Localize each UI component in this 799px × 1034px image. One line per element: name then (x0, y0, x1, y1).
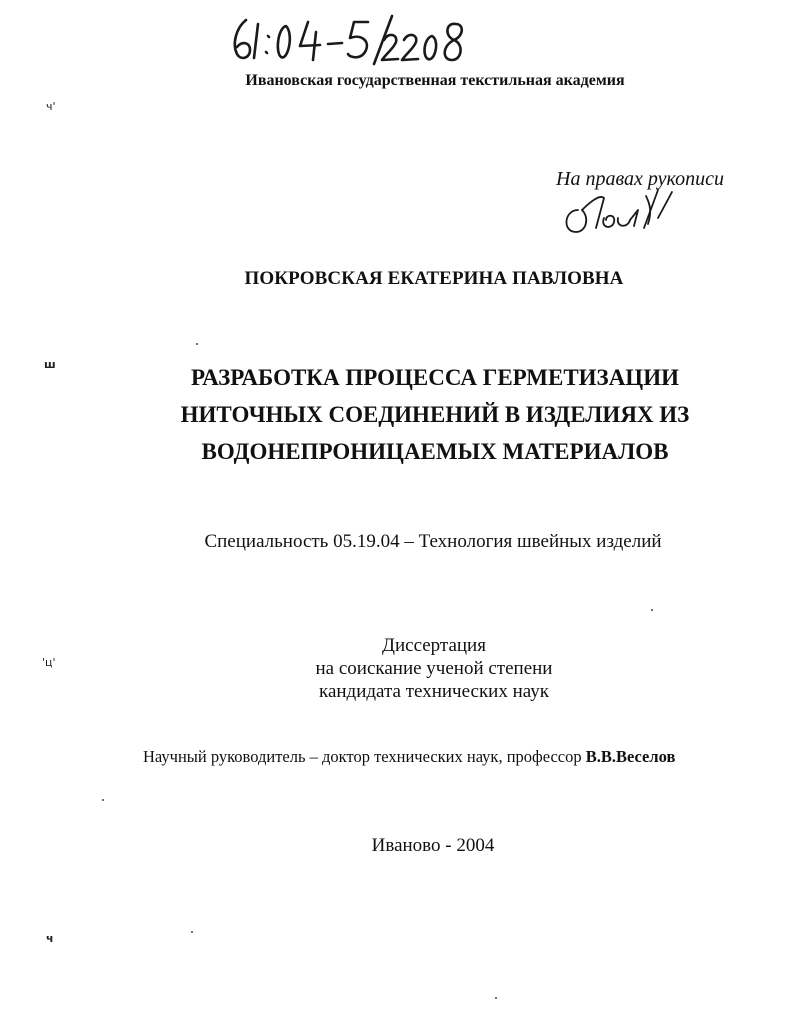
dissertation-block (0, 634, 799, 703)
author-name: ПОКРОВСКАЯ ЕКАТЕРИНА ПАВЛОВНА (244, 268, 624, 289)
institution-name: Ивановская государственная текстильная академия (245, 72, 625, 89)
dissertation-line: Диссертация (382, 635, 486, 656)
handwritten-archive-number-drawing (228, 14, 478, 66)
manuscript-rights-note: На правах рукописи (556, 168, 724, 190)
scan-speck (196, 343, 198, 345)
scientific-supervisor (143, 747, 793, 767)
scan-margin-mark: ч' (46, 100, 56, 113)
scan-margin-mark: 'ц' (42, 656, 56, 669)
scan-speck (651, 609, 653, 611)
scan-margin-mark: ч (46, 932, 54, 945)
scan-speck (191, 931, 193, 933)
scan-margin-mark: ш (44, 358, 56, 371)
title-line: РАЗРАБОТКА ПРОЦЕССА ГЕРМЕТИЗАЦИИ (191, 365, 679, 390)
dissertation-line: на соискание ученой степени (315, 658, 553, 679)
dissertation-title (140, 359, 730, 470)
title-line: НИТОЧНЫХ СОЕДИНЕНИЙ В ИЗДЕЛИЯХ ИЗ (180, 402, 690, 427)
handwritten-archive-number (228, 14, 478, 66)
title-line: ВОДОНЕПРОНИЦАЕМЫХ МАТЕРИАЛОВ (201, 439, 669, 464)
specialty-line: Специальность 05.19.04 – Технология швейных изделий (204, 531, 662, 552)
supervisor-label: Научный руководитель – доктор технических наук, профессор (143, 747, 586, 766)
dissertation-line: кандидата технических наук (319, 681, 549, 702)
city-year: Иваново - 2004 (371, 835, 495, 856)
signature-drawing (560, 188, 690, 240)
scan-speck (102, 799, 104, 801)
author-signature (560, 188, 690, 240)
scan-speck (495, 997, 497, 999)
supervisor-name: В.В.Веселов (585, 747, 676, 766)
